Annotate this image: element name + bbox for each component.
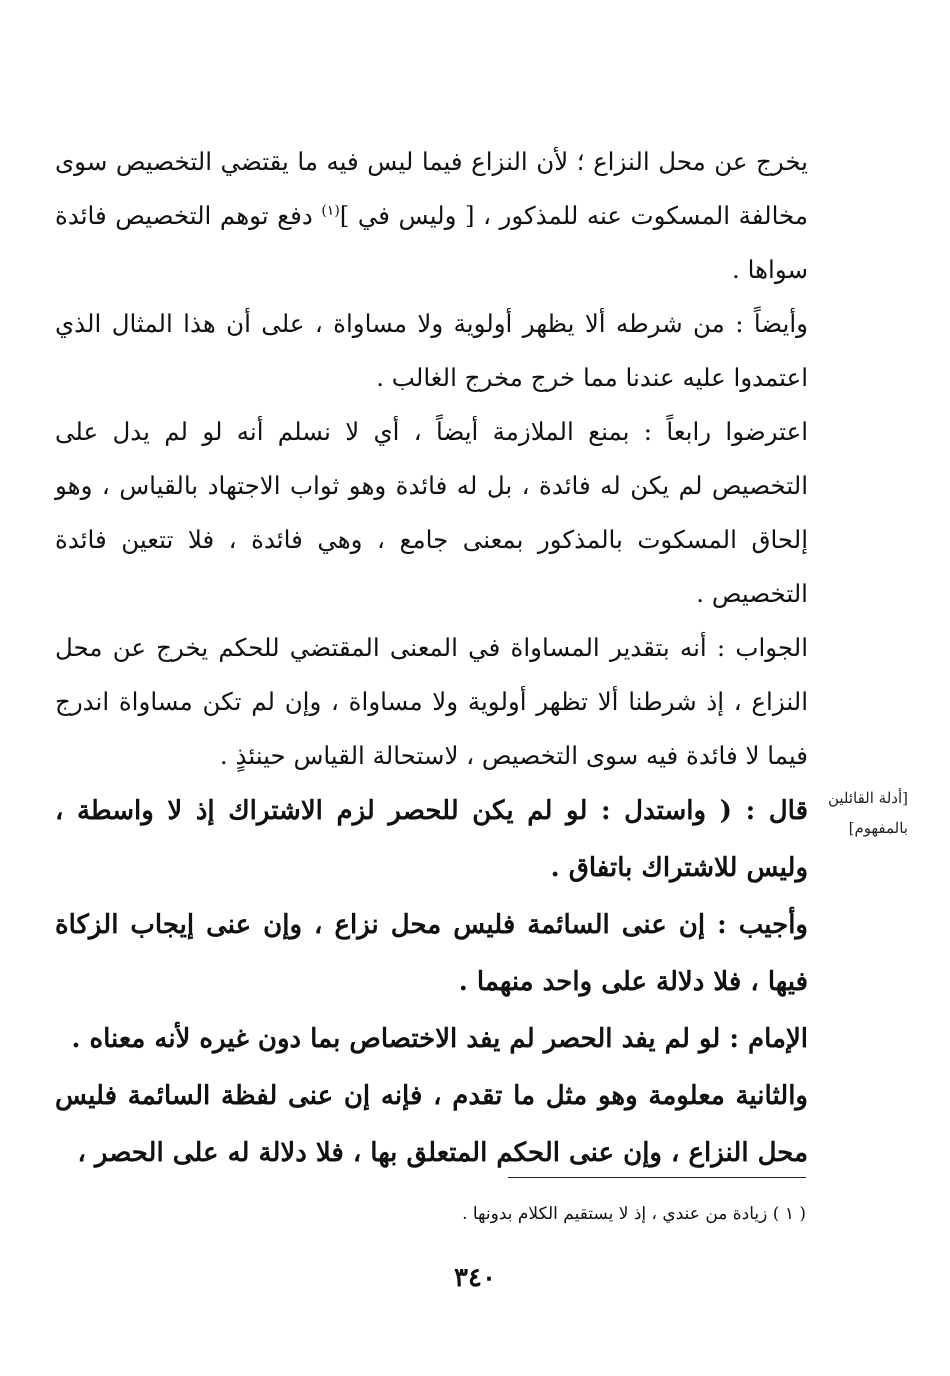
footnote-reference: (١) xyxy=(321,202,340,219)
footnote: ( ١ ) زيادة من عندي ، إذ لا يستقيم الكلام بدونها . xyxy=(462,1204,806,1224)
paragraph-4: الجواب : أنه بتقدير المساواة في المعنى المقتضي للحكم يخرج عن محل النزاع ، إذ شرطنا ألا تظهر أولوية ولا مساواة ، وإن لم تكن مساواة اندرج فيما لا فائدة فيه سوى التخصيص ، لاستحالة القياس حينئذٍ . xyxy=(55,633,808,770)
paragraph-1 xyxy=(55,135,808,297)
paragraph-6: وأجيب : إن عنى السائمة فليس محل نزاع ، وإن عنى إيجاب الزكاة فيها ، فلا دلالة على واحد منهما . xyxy=(55,910,808,997)
paragraph-8: والثانية معلومة وهو مثل ما تقدم ، فإنه إن عنى لفظة السائمة فليس محل النزاع ، وإن عنى الحكم المتعلق بها ، فلا دلالة له على الحصر ، xyxy=(55,1081,808,1168)
margin-note xyxy=(818,783,908,843)
margin-note-line-1: [أدلة القائلين xyxy=(827,789,908,807)
paragraph-7: الإمام : لو لم يفد الحصر لم يفد الاختصاص بما دون غيره لأنه معناه . xyxy=(71,1024,808,1054)
paragraph-1-tail: دفع توهم التخصيص فائدة سواها . xyxy=(55,201,808,284)
page-number: ٣٤٠ xyxy=(454,1263,496,1293)
margin-note-line-2: بالمفهوم] xyxy=(848,819,908,837)
paragraph-3: اعترضوا رابعاً : بمنع الملازمة أيضاً ، أي لا نسلم أنه لو لم يدل على التخصيص لم يكن له فائدة ، بل له فائدة وهو ثواب الاجتهاد بالقياس ، وهو إلحاق المسكوت بالمذكور بمعنى جامع ، وهي فائدة ، فلا تتعين فائدة التخصيص . xyxy=(55,417,808,608)
main-text xyxy=(55,135,808,1182)
paragraph-2: وأيضاً : من شرطه ألا يظهر أولوية ولا مساواة ، على أن هذا المثال الذي اعتمدوا عليه عندنا مما خرج مخرج الغالب . xyxy=(55,309,808,392)
paragraph-1-text: يخرج عن محل النزاع ؛ لأن النزاع فيما ليس فيه ما يقتضي التخصيص سوى مخالفة المسكوت عنه للمذكور ، [ وليس في ] xyxy=(55,147,808,230)
footnote-separator xyxy=(508,1177,806,1178)
paragraph-5: قال : ( واستدل : لو لم يكن للحصر لزم الاشتراك إذ لا واسطة ، وليس للاشتراك باتفاق . xyxy=(55,796,808,883)
